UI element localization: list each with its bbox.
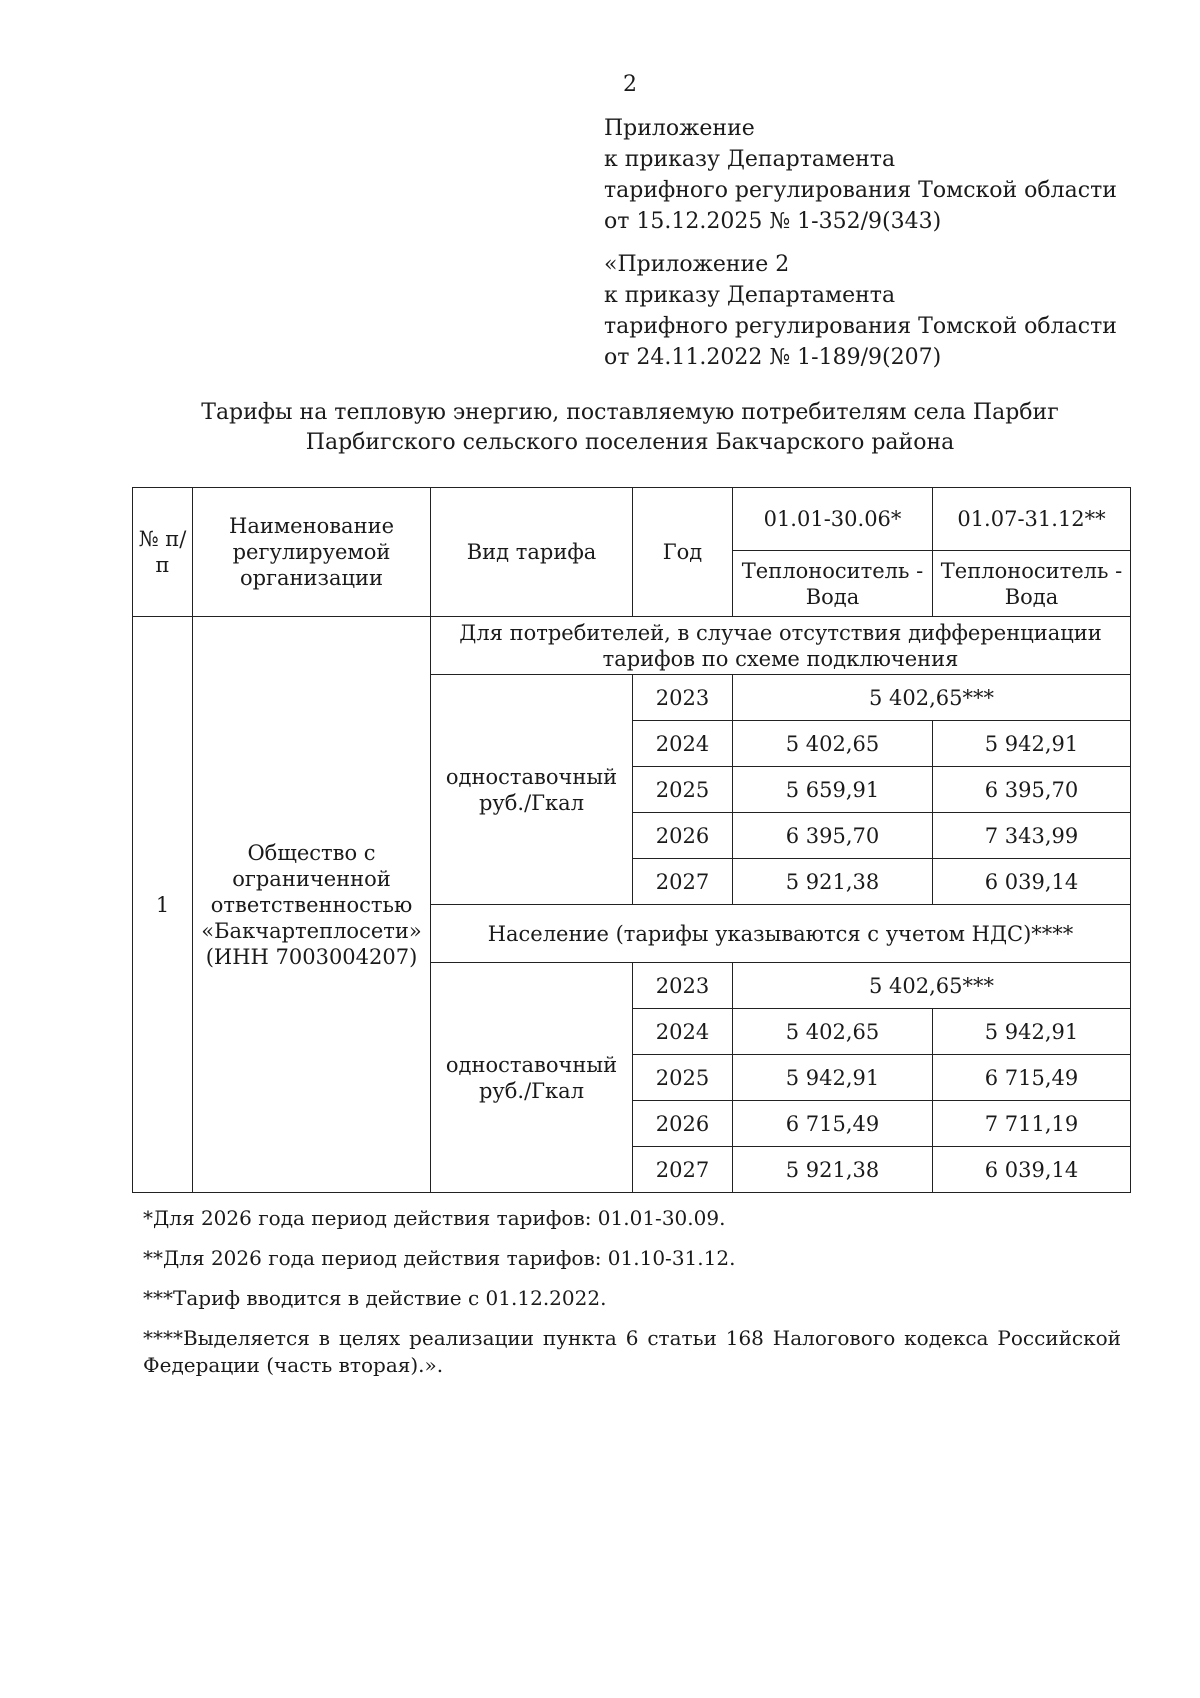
year-cell: 2023: [633, 675, 733, 721]
footnote: **Для 2026 года период действия тарифов: 01.10-31.12.: [143, 1246, 736, 1270]
tariff-value-merged: 5 402,65***: [733, 963, 1131, 1009]
tariff-value: 6 039,14: [933, 859, 1131, 905]
footnote: *Для 2026 года период действия тарифов: 01.01-30.09.: [143, 1206, 726, 1230]
row-number: 1: [133, 617, 193, 1193]
year-cell: 2024: [633, 1009, 733, 1055]
appendix-current-line: тарифного регулирования Томской области: [604, 178, 1117, 203]
tariff-type-cell: одноставочный руб./Гкал: [431, 675, 633, 905]
section-label: Для потребителей, в случае отсутствия дифференциации тарифов по схеме подключения: [431, 617, 1131, 675]
title-line: Парбигского сельского поселения Бакчарского района: [305, 430, 955, 455]
appendix-current-block: [604, 113, 1117, 237]
organization-name: Общество с ограниченной ответственностью «Бакчартеплосети» (ИНН 7003004207): [193, 617, 431, 1193]
appendix-current-line: к приказу Департамента: [604, 147, 896, 172]
appendix-current-line: от 15.12.2025 № 1-352/9(343): [604, 209, 942, 234]
year-cell: 2027: [633, 1147, 733, 1193]
tariff-value: 5 402,65: [733, 721, 933, 767]
appendix-current-line: Приложение: [604, 116, 755, 141]
page-number: 2: [623, 72, 637, 97]
tariff-value: 6 395,70: [733, 813, 933, 859]
tariff-value: 7 343,99: [933, 813, 1131, 859]
tariff-value: 6 395,70: [933, 767, 1131, 813]
tariff-value: 5 942,91: [933, 1009, 1131, 1055]
header-carrier-1: Теплоноситель - Вода: [733, 551, 933, 617]
header-carrier-2: Теплоноситель - Вода: [933, 551, 1131, 617]
title-line: Тарифы на тепловую энергию, поставляемую потребителям села Парбиг: [201, 400, 1059, 425]
tariff-value: 5 942,91: [733, 1055, 933, 1101]
tariff-value: 7 711,19: [933, 1101, 1131, 1147]
section-label: Население (тарифы указываются с учетом НДС)****: [431, 905, 1131, 963]
tariff-value: 6 715,49: [733, 1101, 933, 1147]
year-cell: 2023: [633, 963, 733, 1009]
header-year: Год: [633, 488, 733, 617]
header-period-1: 01.01-30.06*: [733, 488, 933, 551]
appendix-original-block: [604, 249, 1117, 373]
appendix-original-line: «Приложение 2: [604, 252, 790, 277]
year-cell: 2024: [633, 721, 733, 767]
tariff-value: 6 715,49: [933, 1055, 1131, 1101]
footnotes: [143, 1205, 1121, 1392]
tariff-value: 5 921,38: [733, 1147, 933, 1193]
year-cell: 2027: [633, 859, 733, 905]
header-organization: Наименование регулируемой организации: [193, 488, 431, 617]
year-cell: 2026: [633, 1101, 733, 1147]
appendix-original-line: к приказу Департамента: [604, 283, 896, 308]
header-period-2: 01.07-31.12**: [933, 488, 1131, 551]
footnote: ****Выделяется в целях реализации пункта 6 статьи 168 Налогового кодекса Российской Федерации (часть вторая).».: [143, 1326, 1121, 1377]
tariff-type-cell: одноставочный руб./Гкал: [431, 963, 633, 1193]
tariff-value-merged: 5 402,65***: [733, 675, 1131, 721]
document-title: [130, 398, 1130, 458]
tariff-value: 6 039,14: [933, 1147, 1131, 1193]
year-cell: 2026: [633, 813, 733, 859]
appendix-original-line: от 24.11.2022 № 1-189/9(207): [604, 345, 942, 370]
tariff-table: [132, 487, 1131, 1193]
tariff-value: 5 942,91: [933, 721, 1131, 767]
appendix-original-line: тарифного регулирования Томской области: [604, 314, 1117, 339]
year-cell: 2025: [633, 767, 733, 813]
footnote: ***Тариф вводится в действие с 01.12.2022.: [143, 1286, 607, 1310]
year-cell: 2025: [633, 1055, 733, 1101]
header-tariff-type: Вид тарифа: [431, 488, 633, 617]
tariff-value: 5 659,91: [733, 767, 933, 813]
header-number: № п/п: [133, 488, 193, 617]
tariff-value: 5 921,38: [733, 859, 933, 905]
tariff-value: 5 402,65: [733, 1009, 933, 1055]
